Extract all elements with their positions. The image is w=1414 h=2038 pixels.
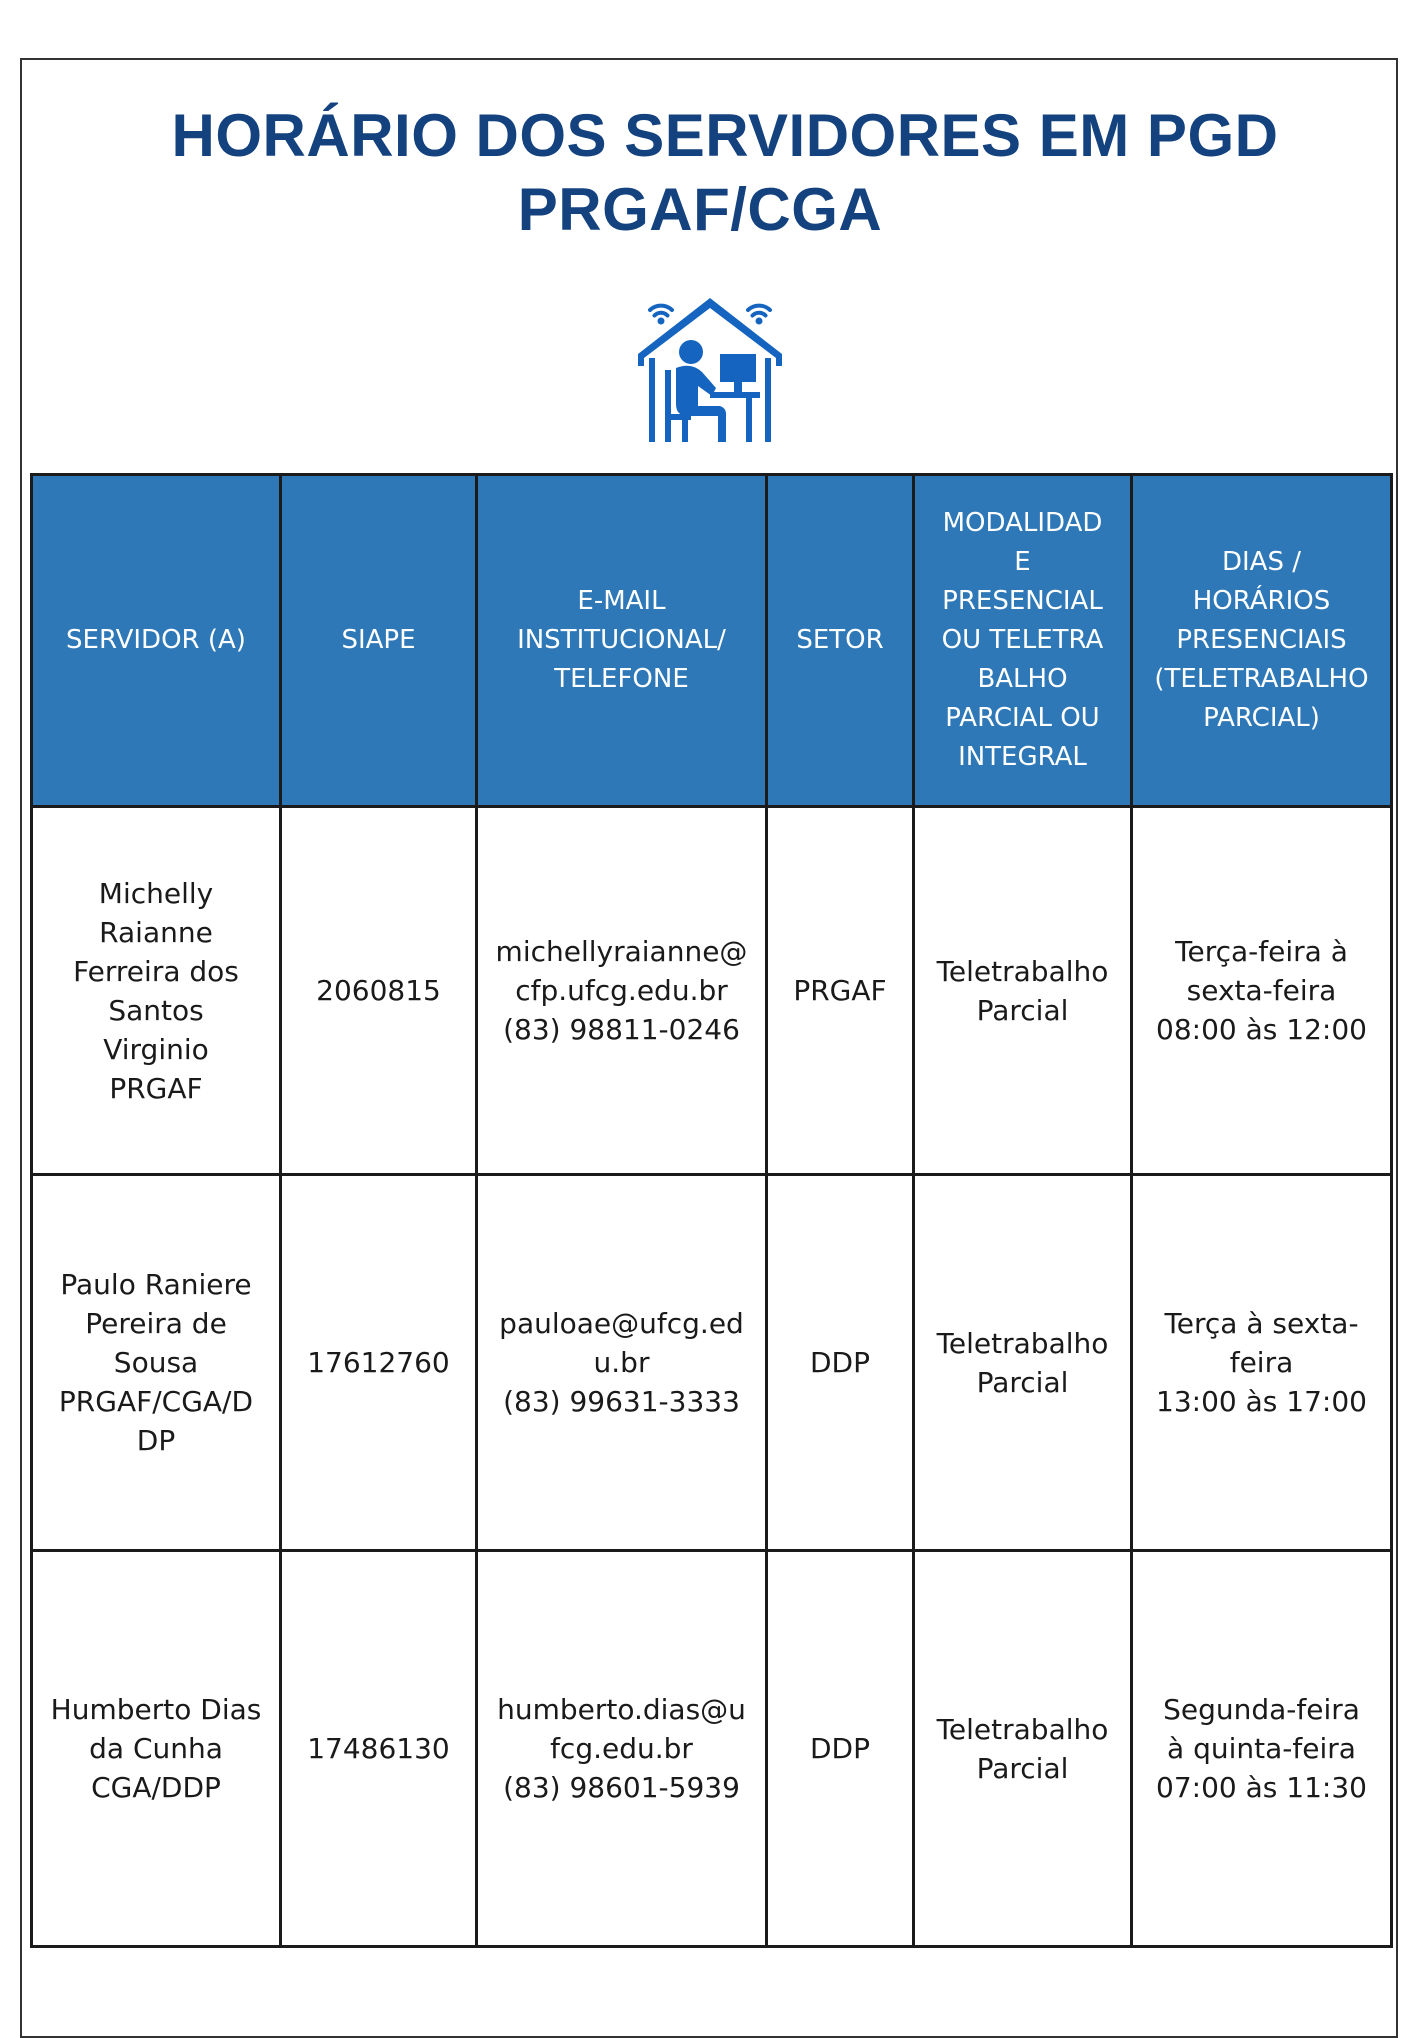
- cell-line: TELEFONE: [554, 664, 689, 694]
- header-modalidade: [914, 475, 1132, 807]
- cell-line: BALHO: [977, 664, 1068, 694]
- cell-line: 13:00 às 17:00: [1156, 1385, 1367, 1418]
- cell-line: (83) 98811-0246: [503, 1013, 740, 1046]
- cell-line: PRESENCIAIS: [1176, 625, 1347, 655]
- cell-line: MODALIDAD: [942, 508, 1103, 538]
- cell-setor: DDP: [767, 1551, 914, 1947]
- cell-contato: [477, 1551, 767, 1947]
- cell-line: PRGAF: [109, 1071, 203, 1105]
- cell-line: Teletrabalho: [936, 1326, 1109, 1360]
- cell-line: SERVIDOR (A): [66, 625, 246, 655]
- cell-line: Santos: [108, 993, 204, 1027]
- cell-line: Raianne: [99, 915, 213, 949]
- cell-modalidade: [914, 1551, 1132, 1947]
- cell-line: SETOR: [796, 625, 884, 655]
- page-title: HORÁRIO DOS SERVIDORES EM PGD: [171, 102, 1279, 169]
- cell-line: sexta-feira: [1186, 974, 1337, 1007]
- cell-modalidade: [914, 807, 1132, 1175]
- cell-setor: DDP: [767, 1175, 914, 1551]
- cell-line: cfp.ufcg.edu.br: [515, 974, 728, 1007]
- cell-line: Pereira de: [85, 1307, 227, 1340]
- cell-line: u.br: [593, 1346, 650, 1379]
- cell-line: Parcial: [976, 1365, 1069, 1399]
- cell-line: (83) 98601-5939: [503, 1771, 740, 1804]
- header-servidor: [32, 475, 281, 807]
- cell-line: Terça-feira à: [1175, 935, 1348, 968]
- table-header-row: [32, 475, 1392, 807]
- cell-line: CGA/DDP: [91, 1771, 221, 1804]
- cell-line: SIAPE: [341, 625, 416, 655]
- cell-servidor: [32, 1175, 281, 1551]
- cell-line: à quinta-feira: [1167, 1732, 1356, 1765]
- cell-line: 08:00 às 12:00: [1156, 1013, 1367, 1046]
- cell-line: 07:00 às 11:30: [1156, 1771, 1367, 1804]
- header-setor: [767, 475, 914, 807]
- cell-line: humberto.dias@u: [497, 1693, 746, 1726]
- cell-line: Parcial: [976, 1751, 1069, 1785]
- schedule-table: [30, 473, 1393, 1948]
- remote-work-house-icon: [636, 296, 784, 444]
- cell-horario: [1132, 1175, 1392, 1551]
- cell-line: feira: [1229, 1346, 1294, 1379]
- cell-setor: PRGAF: [767, 807, 914, 1175]
- cell-line: fcg.edu.br: [550, 1732, 693, 1765]
- cell-horario: [1132, 807, 1392, 1175]
- cell-siape: 2060815: [281, 807, 477, 1175]
- cell-line: Humberto Dias: [50, 1693, 262, 1726]
- cell-line: E-MAIL: [577, 586, 666, 616]
- cell-contato: [477, 807, 767, 1175]
- cell-line: (TELETRABALHO: [1154, 664, 1369, 694]
- cell-line: Teletrabalho: [936, 1712, 1109, 1746]
- table-row: [32, 807, 1392, 1175]
- cell-line: Parcial: [976, 993, 1069, 1027]
- table-row: [32, 1551, 1392, 1947]
- cell-modalidade: [914, 1175, 1132, 1551]
- cell-line: HORÁRIOS: [1192, 586, 1331, 616]
- header-email-telefone: [477, 475, 767, 807]
- cell-servidor: [32, 1551, 281, 1947]
- table-row: [32, 1175, 1392, 1551]
- cell-line: michellyraianne@: [495, 935, 748, 968]
- cell-line: Teletrabalho: [936, 954, 1109, 988]
- cell-line: DP: [136, 1424, 176, 1457]
- cell-line: DIAS /: [1221, 547, 1301, 577]
- cell-siape: 17612760: [281, 1175, 477, 1551]
- cell-line: pauloae@ufcg.ed: [499, 1307, 744, 1340]
- cell-line: INSTITUCIONAL/: [517, 625, 726, 655]
- cell-line: Sousa: [113, 1346, 199, 1379]
- cell-line: (83) 99631-3333: [503, 1385, 740, 1418]
- header-dias-horarios: [1132, 475, 1392, 807]
- cell-line: PRESENCIAL: [942, 586, 1103, 616]
- header-siape: [281, 475, 477, 807]
- cell-line: E: [1014, 547, 1031, 577]
- cell-line: da Cunha: [89, 1732, 223, 1765]
- cell-line: PARCIAL): [1203, 703, 1320, 733]
- cell-line: INTEGRAL: [958, 742, 1087, 772]
- cell-horario: [1132, 1551, 1392, 1947]
- cell-line: Paulo Raniere: [60, 1268, 252, 1301]
- cell-line: Ferreira dos: [73, 954, 239, 988]
- cell-servidor: [32, 807, 281, 1175]
- cell-line: OU TELETRA: [941, 625, 1104, 655]
- page-subtitle: PRGAF/CGA: [517, 176, 883, 243]
- cell-line: PARCIAL OU: [945, 703, 1100, 733]
- cell-line: Virginio: [103, 1032, 209, 1066]
- cell-siape: 17486130: [281, 1551, 477, 1947]
- cell-line: Michelly: [98, 876, 214, 910]
- cell-line: Terça à sexta-: [1164, 1307, 1359, 1340]
- cell-line: Segunda-feira: [1163, 1693, 1360, 1726]
- cell-line: PRGAF/CGA/D: [58, 1385, 254, 1418]
- cell-contato: [477, 1175, 767, 1551]
